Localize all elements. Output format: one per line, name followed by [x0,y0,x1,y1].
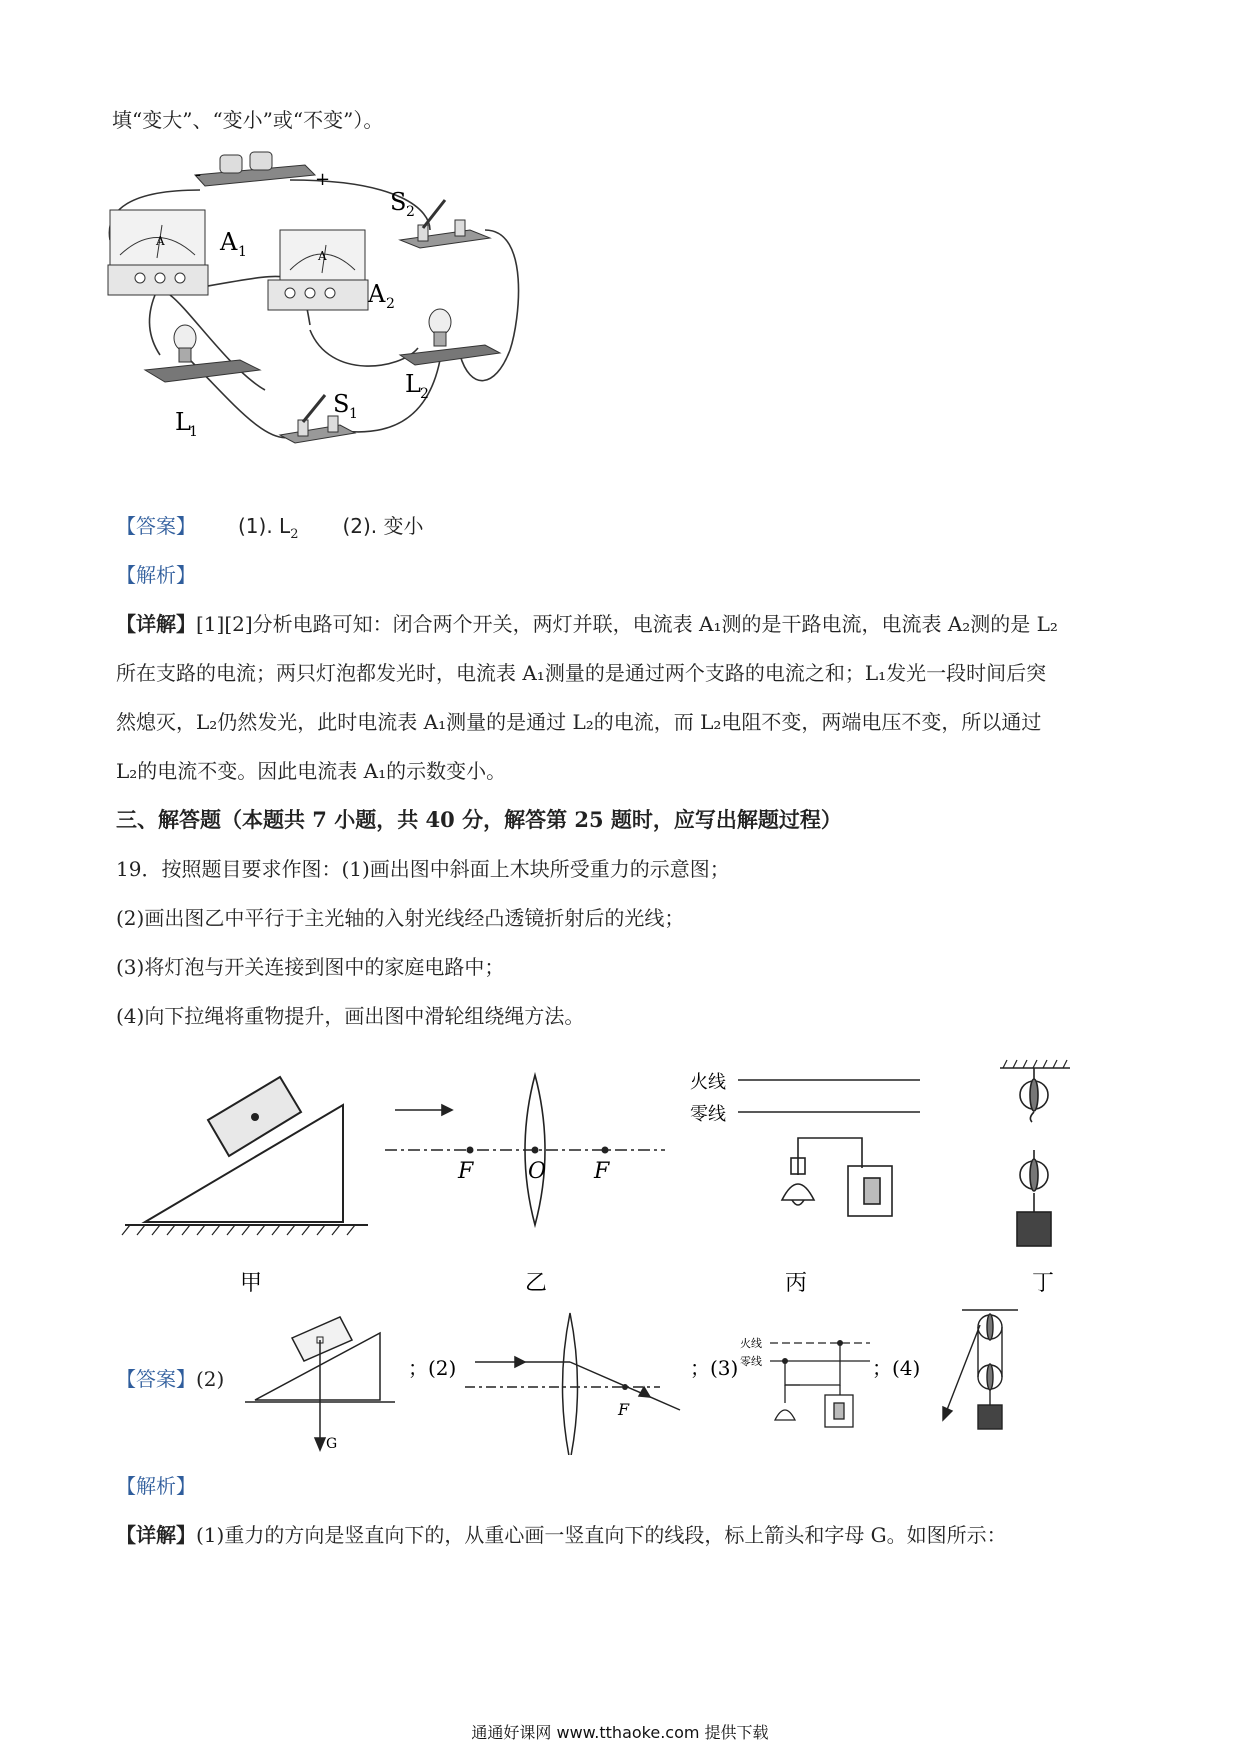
answer-live-wire-label: 火线 [740,1337,762,1350]
answer-1-part1-subscript: 2 [290,527,299,542]
battery-minus: - [195,164,202,185]
caption-yi: 乙 [525,1271,548,1296]
ammeter-a2-face-label: A [318,249,327,263]
figure-bing-household-circuit [738,1080,920,1216]
detail-1-line-3: 然熄灭，L₂仍然发光，此时电流表 A₁测量的是通过 L₂的电流，而 L₂电阻不变，两端电压不变，所以通过 [116,710,1042,734]
detail-2-line [116,1521,1007,1549]
detail-1-line-1 [116,610,1058,638]
answer-2-line [116,1365,224,1393]
detail-1-line-2: 所在支路的电流；两只灯泡都发光时，电流表 A₁测量的是通过两个支路的电流之和；L₁发光一段时间后突 [116,661,1047,685]
answer-2-figures [240,1305,1120,1455]
caption-ding: 丁 [1032,1271,1055,1296]
ammeter-a1-face-label: A [156,234,165,248]
answer-neutral-wire-label: 零线 [740,1355,762,1368]
question-19-line-2: (2)画出图乙中平行于主光轴的入射光线经凸透镜折射后的光线； [116,906,685,930]
detail-tag: 【详解】 [116,612,196,636]
section-heading: 三、解答题（本题共 7 小题，共 40 分，解答第 25 题时，应写出解题过程） [116,807,842,832]
neutral-wire-label: 零线 [690,1104,726,1125]
question-19-line-3: (3)将灯泡与开关连接到图中的家庭电路中； [116,955,505,979]
switch-s2-label: S [390,188,407,216]
answer-1-part1: (1). L [238,514,291,538]
focal-point-right-label: F [594,1159,610,1184]
lamp-l1-subscript: 1 [189,424,198,440]
answer-household-circuit [770,1343,870,1427]
answer-2-part1: (2) [196,1367,225,1391]
analysis-tag-2: 【解析】 [116,1474,196,1498]
gravity-label: G [326,1436,338,1452]
lamp-l2-label: L [405,370,421,398]
figure-yi-lens [385,1075,665,1225]
answer-2-part2: ；(2) [408,1356,457,1380]
battery [195,152,315,186]
page-footer: 通通好课网 www.tthaoke.com 提供下载 [471,1723,769,1742]
battery-plus: + [315,169,331,190]
circuit-diagram [100,150,540,460]
lamp-l2-subscript: 2 [420,386,429,402]
optical-center-label: O [528,1159,547,1184]
detail-2-text: (1)重力的方向是竖直向下的，从重心画一竖直向下的线段，标上箭头和字母 G。如图所示： [196,1523,1007,1547]
live-wire-label: 火线 [690,1072,726,1093]
switch-s1-label: S [333,390,350,418]
caption-bing: 丙 [785,1271,808,1296]
detail-2-tag: 【详解】 [116,1523,196,1547]
switch-s1-subscript: 1 [349,406,358,422]
caption-jia: 甲 [240,1271,263,1296]
ammeter-a1-label: A [220,228,238,256]
focal-point-left-label: F [458,1159,474,1184]
detail-1-text-1: [1][2]分析电路可知：闭合两个开关，两灯并联，电流表 A₁测的是干路电流，电流表 A₂测的是 L₂ [196,612,1058,636]
answer-pulley-winding [943,1310,1018,1429]
answer-2-tag: 【答案】 [116,1367,196,1391]
continuation-text: 填“变大”、“变小”或“不变”）。 [112,108,384,132]
question-19-line-1: 19．按照题目要求作图：(1)画出图中斜面上木块所受重力的示意图； [116,857,730,881]
answer-lens-refraction [465,1313,680,1455]
ammeter-a2-subscript: 2 [386,296,395,312]
figure-jia-incline [122,1077,368,1235]
lamp-l1-label: L [175,408,191,436]
ammeter-a2 [268,230,368,310]
question-figures [110,1050,1110,1300]
analysis-tag-1: 【解析】 [116,563,196,587]
detail-1-line-4: L₂的电流不变。因此电流表 A₁的示数变小。 [116,759,507,783]
question-19-line-4: (4)向下拉绳将重物提升，画出图中滑轮组绕绳方法。 [116,1004,585,1028]
switch-s2-subscript: 2 [406,204,415,220]
center-of-gravity-dot [251,1113,259,1121]
ammeter-a1 [108,210,208,295]
answer-2-part4: ；(4) [872,1356,921,1380]
answer-1-part2: (2). 变小 [342,514,424,538]
ammeter-a1-subscript: 1 [238,244,247,260]
answer-focal-point-label: F [618,1400,630,1419]
answer-1 [116,512,424,549]
figure-ding-pulley [1000,1068,1070,1246]
lamp-l2 [400,309,500,365]
answer-tag: 【答案】 [116,514,196,538]
ammeter-a2-label: A [368,280,386,308]
answer-2-part3: ；(3) [690,1356,739,1380]
